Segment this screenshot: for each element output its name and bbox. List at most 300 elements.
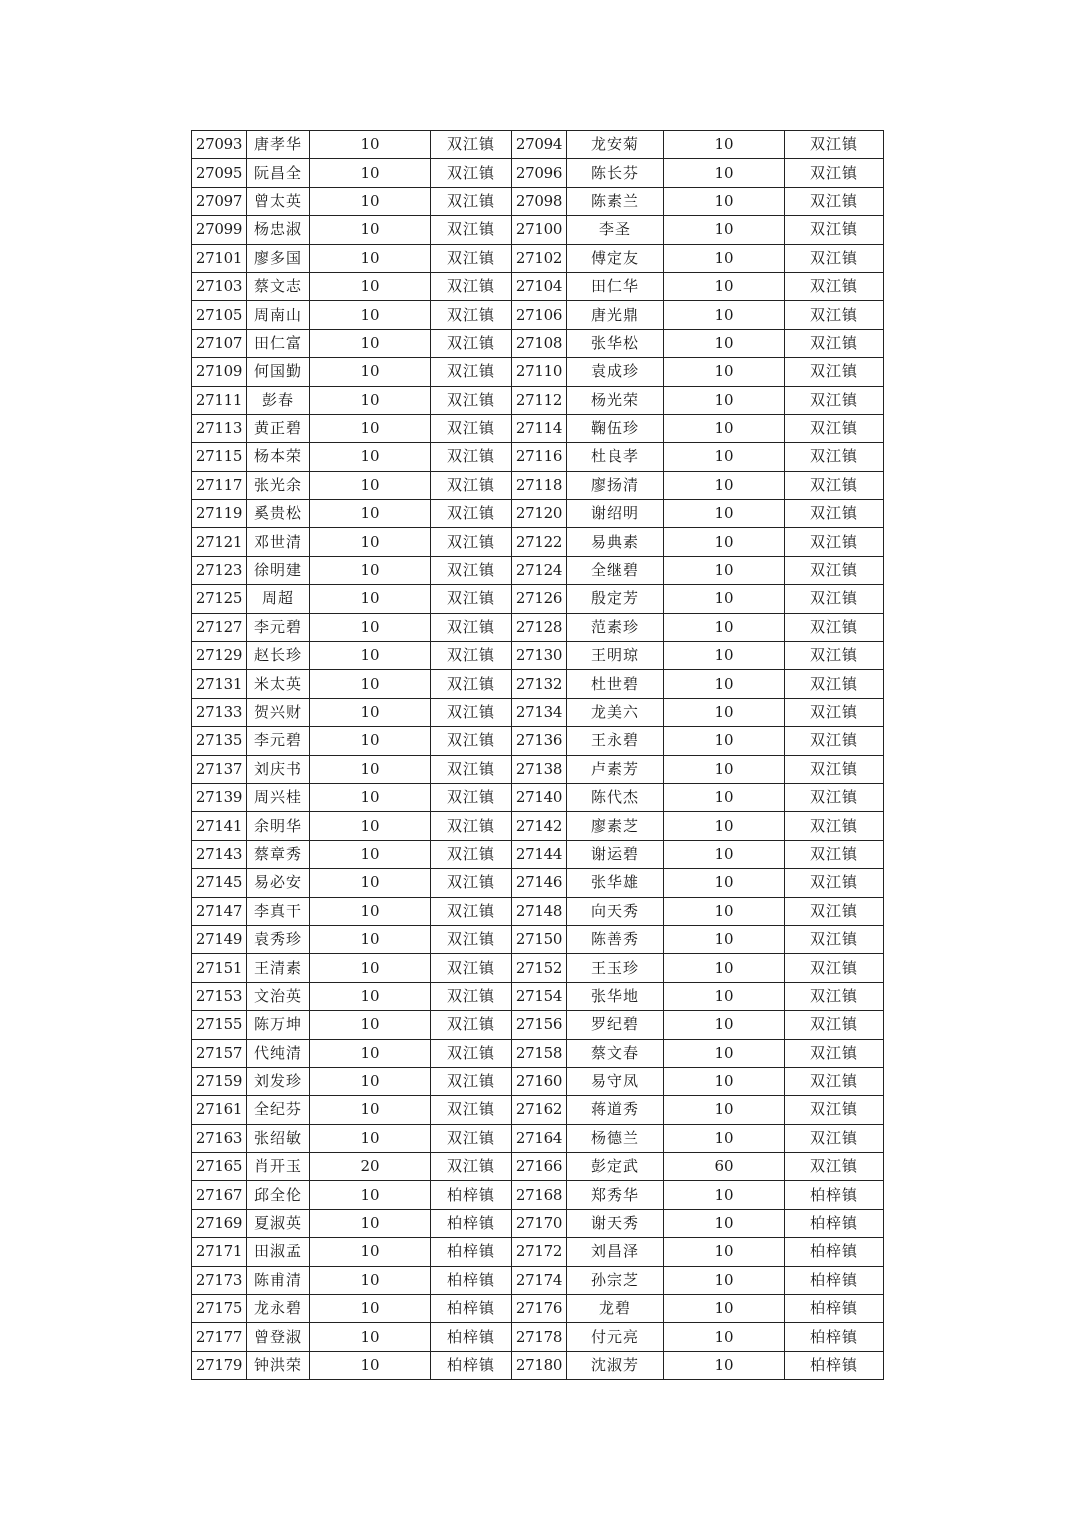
table-row bbox=[192, 1295, 884, 1323]
cell-name: 易典素 bbox=[567, 528, 664, 556]
cell-id: 27177 bbox=[192, 1323, 247, 1351]
cell-town: 双江镇 bbox=[785, 783, 884, 811]
cell-name: 张华地 bbox=[567, 982, 664, 1010]
cell-id: 27125 bbox=[192, 585, 247, 613]
cell-amount: 10 bbox=[664, 1096, 785, 1124]
cell-town: 双江镇 bbox=[431, 670, 512, 698]
cell-id: 27164 bbox=[512, 1124, 567, 1152]
cell-name: 廖扬清 bbox=[567, 471, 664, 499]
cell-town: 柏梓镇 bbox=[431, 1181, 512, 1209]
cell-name: 曾太英 bbox=[247, 187, 310, 215]
cell-id: 27115 bbox=[192, 443, 247, 471]
table-row bbox=[192, 1011, 884, 1039]
cell-name: 蔡文志 bbox=[247, 272, 310, 300]
cell-name: 代纯清 bbox=[247, 1039, 310, 1067]
cell-town: 双江镇 bbox=[785, 471, 884, 499]
cell-name: 袁成珍 bbox=[567, 358, 664, 386]
cell-name: 卢素芳 bbox=[567, 755, 664, 783]
cell-id: 27120 bbox=[512, 500, 567, 528]
cell-amount: 10 bbox=[664, 301, 785, 329]
cell-name: 陈长芬 bbox=[567, 159, 664, 187]
cell-id: 27143 bbox=[192, 840, 247, 868]
cell-amount: 10 bbox=[310, 443, 431, 471]
cell-id: 27093 bbox=[192, 131, 247, 159]
cell-amount: 10 bbox=[664, 471, 785, 499]
cell-amount: 10 bbox=[310, 187, 431, 215]
cell-amount: 10 bbox=[664, 755, 785, 783]
table-row bbox=[192, 698, 884, 726]
cell-id: 27167 bbox=[192, 1181, 247, 1209]
table-row bbox=[192, 471, 884, 499]
table-body bbox=[192, 131, 884, 1380]
table-row bbox=[192, 1067, 884, 1095]
table-row bbox=[192, 159, 884, 187]
table-row bbox=[192, 1266, 884, 1294]
cell-town: 双江镇 bbox=[785, 216, 884, 244]
cell-name: 赵长珍 bbox=[247, 642, 310, 670]
cell-id: 27170 bbox=[512, 1209, 567, 1237]
table-row bbox=[192, 443, 884, 471]
cell-amount: 10 bbox=[310, 131, 431, 159]
cell-town: 双江镇 bbox=[785, 301, 884, 329]
cell-id: 27144 bbox=[512, 840, 567, 868]
cell-amount: 10 bbox=[664, 698, 785, 726]
table-row bbox=[192, 812, 884, 840]
cell-amount: 10 bbox=[664, 642, 785, 670]
table-row bbox=[192, 386, 884, 414]
cell-town: 柏梓镇 bbox=[785, 1209, 884, 1237]
cell-amount: 10 bbox=[310, 301, 431, 329]
table-row bbox=[192, 727, 884, 755]
table-row bbox=[192, 783, 884, 811]
cell-name: 李元碧 bbox=[247, 613, 310, 641]
table-row bbox=[192, 925, 884, 953]
cell-id: 27106 bbox=[512, 301, 567, 329]
table-row bbox=[192, 897, 884, 925]
cell-town: 双江镇 bbox=[785, 528, 884, 556]
cell-name: 张光余 bbox=[247, 471, 310, 499]
cell-town: 双江镇 bbox=[431, 613, 512, 641]
cell-name: 易守凤 bbox=[567, 1067, 664, 1095]
cell-amount: 10 bbox=[310, 585, 431, 613]
cell-name: 付元亮 bbox=[567, 1323, 664, 1351]
cell-town: 双江镇 bbox=[431, 783, 512, 811]
cell-amount: 10 bbox=[664, 358, 785, 386]
cell-id: 27128 bbox=[512, 613, 567, 641]
cell-amount: 20 bbox=[310, 1153, 431, 1181]
table-row bbox=[192, 216, 884, 244]
cell-name: 鞠伍珍 bbox=[567, 414, 664, 442]
cell-name: 谢天秀 bbox=[567, 1209, 664, 1237]
cell-id: 27121 bbox=[192, 528, 247, 556]
cell-town: 双江镇 bbox=[431, 812, 512, 840]
cell-name: 田仁华 bbox=[567, 272, 664, 300]
cell-amount: 10 bbox=[310, 869, 431, 897]
table-row bbox=[192, 1238, 884, 1266]
cell-id: 27152 bbox=[512, 954, 567, 982]
cell-town: 双江镇 bbox=[785, 443, 884, 471]
cell-amount: 60 bbox=[664, 1153, 785, 1181]
cell-town: 双江镇 bbox=[785, 1124, 884, 1152]
cell-amount: 10 bbox=[310, 471, 431, 499]
cell-id: 27097 bbox=[192, 187, 247, 215]
cell-id: 27178 bbox=[512, 1323, 567, 1351]
cell-amount: 10 bbox=[664, 1238, 785, 1266]
cell-amount: 10 bbox=[310, 1323, 431, 1351]
cell-town: 双江镇 bbox=[431, 585, 512, 613]
cell-name: 曾登淑 bbox=[247, 1323, 310, 1351]
cell-amount: 10 bbox=[664, 1266, 785, 1294]
cell-amount: 10 bbox=[310, 1351, 431, 1379]
cell-amount: 10 bbox=[664, 329, 785, 357]
cell-id: 27155 bbox=[192, 1011, 247, 1039]
cell-name: 杨忠淑 bbox=[247, 216, 310, 244]
cell-amount: 10 bbox=[310, 670, 431, 698]
cell-amount: 10 bbox=[664, 386, 785, 414]
cell-town: 双江镇 bbox=[431, 528, 512, 556]
cell-town: 柏梓镇 bbox=[785, 1181, 884, 1209]
cell-town: 双江镇 bbox=[785, 755, 884, 783]
cell-town: 柏梓镇 bbox=[785, 1266, 884, 1294]
cell-id: 27134 bbox=[512, 698, 567, 726]
cell-name: 沈淑芳 bbox=[567, 1351, 664, 1379]
cell-name: 易必安 bbox=[247, 869, 310, 897]
table-row bbox=[192, 1096, 884, 1124]
cell-id: 27102 bbox=[512, 244, 567, 272]
cell-town: 双江镇 bbox=[431, 954, 512, 982]
cell-town: 双江镇 bbox=[785, 585, 884, 613]
cell-name: 蒋道秀 bbox=[567, 1096, 664, 1124]
cell-name: 米太英 bbox=[247, 670, 310, 698]
cell-amount: 10 bbox=[664, 812, 785, 840]
cell-id: 27118 bbox=[512, 471, 567, 499]
cell-amount: 10 bbox=[664, 869, 785, 897]
cell-name: 张华松 bbox=[567, 329, 664, 357]
cell-town: 双江镇 bbox=[785, 642, 884, 670]
cell-id: 27129 bbox=[192, 642, 247, 670]
table-row bbox=[192, 244, 884, 272]
cell-id: 27142 bbox=[512, 812, 567, 840]
cell-town: 双江镇 bbox=[431, 982, 512, 1010]
cell-amount: 10 bbox=[310, 528, 431, 556]
cell-id: 27160 bbox=[512, 1067, 567, 1095]
cell-town: 双江镇 bbox=[431, 556, 512, 584]
table-row bbox=[192, 358, 884, 386]
cell-id: 27159 bbox=[192, 1067, 247, 1095]
cell-town: 双江镇 bbox=[785, 698, 884, 726]
cell-name: 唐孝华 bbox=[247, 131, 310, 159]
cell-amount: 10 bbox=[664, 414, 785, 442]
cell-town: 双江镇 bbox=[431, 1039, 512, 1067]
cell-id: 27100 bbox=[512, 216, 567, 244]
table-row bbox=[192, 585, 884, 613]
cell-amount: 10 bbox=[664, 1351, 785, 1379]
cell-town: 双江镇 bbox=[785, 727, 884, 755]
cell-amount: 10 bbox=[664, 727, 785, 755]
cell-amount: 10 bbox=[310, 1039, 431, 1067]
cell-amount: 10 bbox=[664, 982, 785, 1010]
cell-id: 27154 bbox=[512, 982, 567, 1010]
cell-amount: 10 bbox=[664, 1323, 785, 1351]
cell-id: 27101 bbox=[192, 244, 247, 272]
cell-amount: 10 bbox=[310, 216, 431, 244]
cell-town: 双江镇 bbox=[785, 840, 884, 868]
cell-id: 27127 bbox=[192, 613, 247, 641]
cell-town: 双江镇 bbox=[785, 187, 884, 215]
cell-id: 27138 bbox=[512, 755, 567, 783]
cell-amount: 10 bbox=[664, 585, 785, 613]
table-row bbox=[192, 954, 884, 982]
cell-amount: 10 bbox=[310, 982, 431, 1010]
cell-town: 双江镇 bbox=[785, 1067, 884, 1095]
cell-id: 27172 bbox=[512, 1238, 567, 1266]
cell-id: 27119 bbox=[192, 500, 247, 528]
cell-amount: 10 bbox=[664, 272, 785, 300]
cell-name: 罗纪碧 bbox=[567, 1011, 664, 1039]
cell-town: 双江镇 bbox=[431, 727, 512, 755]
cell-town: 双江镇 bbox=[785, 131, 884, 159]
cell-town: 双江镇 bbox=[431, 386, 512, 414]
cell-amount: 10 bbox=[664, 670, 785, 698]
cell-amount: 10 bbox=[310, 358, 431, 386]
cell-amount: 10 bbox=[310, 755, 431, 783]
cell-amount: 10 bbox=[310, 329, 431, 357]
cell-town: 柏梓镇 bbox=[785, 1238, 884, 1266]
cell-name: 郑秀华 bbox=[567, 1181, 664, 1209]
cell-id: 27174 bbox=[512, 1266, 567, 1294]
cell-town: 双江镇 bbox=[785, 670, 884, 698]
cell-id: 27123 bbox=[192, 556, 247, 584]
cell-town: 双江镇 bbox=[431, 1096, 512, 1124]
cell-id: 27165 bbox=[192, 1153, 247, 1181]
cell-id: 27105 bbox=[192, 301, 247, 329]
cell-amount: 10 bbox=[310, 925, 431, 953]
cell-town: 双江镇 bbox=[431, 358, 512, 386]
cell-amount: 10 bbox=[664, 954, 785, 982]
cell-town: 双江镇 bbox=[431, 500, 512, 528]
cell-name: 孙宗芝 bbox=[567, 1266, 664, 1294]
cell-town: 双江镇 bbox=[431, 443, 512, 471]
cell-amount: 10 bbox=[310, 386, 431, 414]
table-row bbox=[192, 329, 884, 357]
cell-amount: 10 bbox=[310, 272, 431, 300]
cell-id: 27111 bbox=[192, 386, 247, 414]
cell-amount: 10 bbox=[664, 244, 785, 272]
cell-id: 27180 bbox=[512, 1351, 567, 1379]
cell-name: 夏淑英 bbox=[247, 1209, 310, 1237]
cell-town: 双江镇 bbox=[431, 1153, 512, 1181]
cell-id: 27130 bbox=[512, 642, 567, 670]
cell-town: 双江镇 bbox=[431, 897, 512, 925]
cell-name: 周兴桂 bbox=[247, 783, 310, 811]
cell-id: 27149 bbox=[192, 925, 247, 953]
cell-town: 双江镇 bbox=[431, 1011, 512, 1039]
cell-id: 27114 bbox=[512, 414, 567, 442]
cell-id: 27150 bbox=[512, 925, 567, 953]
table-row bbox=[192, 1209, 884, 1237]
cell-name: 陈代杰 bbox=[567, 783, 664, 811]
cell-id: 27166 bbox=[512, 1153, 567, 1181]
table-row bbox=[192, 840, 884, 868]
cell-id: 27094 bbox=[512, 131, 567, 159]
cell-town: 双江镇 bbox=[431, 869, 512, 897]
cell-name: 龙美六 bbox=[567, 698, 664, 726]
cell-town: 柏梓镇 bbox=[431, 1351, 512, 1379]
table-row bbox=[192, 613, 884, 641]
cell-id: 27151 bbox=[192, 954, 247, 982]
cell-id: 27099 bbox=[192, 216, 247, 244]
table-row bbox=[192, 755, 884, 783]
cell-id: 27173 bbox=[192, 1266, 247, 1294]
cell-name: 何国勤 bbox=[247, 358, 310, 386]
table-row bbox=[192, 1323, 884, 1351]
cell-name: 阮昌全 bbox=[247, 159, 310, 187]
cell-name: 王玉珍 bbox=[567, 954, 664, 982]
cell-amount: 10 bbox=[664, 1011, 785, 1039]
cell-town: 双江镇 bbox=[785, 869, 884, 897]
cell-town: 柏梓镇 bbox=[431, 1323, 512, 1351]
cell-town: 双江镇 bbox=[431, 471, 512, 499]
cell-town: 双江镇 bbox=[431, 187, 512, 215]
cell-town: 双江镇 bbox=[785, 1011, 884, 1039]
cell-name: 田淑孟 bbox=[247, 1238, 310, 1266]
cell-amount: 10 bbox=[310, 613, 431, 641]
cell-id: 27158 bbox=[512, 1039, 567, 1067]
cell-town: 双江镇 bbox=[431, 329, 512, 357]
cell-town: 双江镇 bbox=[431, 698, 512, 726]
cell-name: 刘昌泽 bbox=[567, 1238, 664, 1266]
cell-name: 唐光鼎 bbox=[567, 301, 664, 329]
cell-name: 李元碧 bbox=[247, 727, 310, 755]
cell-name: 刘发珍 bbox=[247, 1067, 310, 1095]
cell-amount: 10 bbox=[310, 1238, 431, 1266]
cell-amount: 10 bbox=[310, 1011, 431, 1039]
cell-name: 傅定友 bbox=[567, 244, 664, 272]
cell-town: 双江镇 bbox=[785, 272, 884, 300]
cell-name: 奚贵松 bbox=[247, 500, 310, 528]
cell-id: 27126 bbox=[512, 585, 567, 613]
cell-amount: 10 bbox=[664, 443, 785, 471]
cell-id: 27168 bbox=[512, 1181, 567, 1209]
cell-id: 27096 bbox=[512, 159, 567, 187]
cell-amount: 10 bbox=[310, 698, 431, 726]
cell-amount: 10 bbox=[310, 1181, 431, 1209]
cell-id: 27171 bbox=[192, 1238, 247, 1266]
table-row bbox=[192, 272, 884, 300]
table-row bbox=[192, 1181, 884, 1209]
cell-id: 27135 bbox=[192, 727, 247, 755]
cell-id: 27133 bbox=[192, 698, 247, 726]
cell-town: 双江镇 bbox=[785, 1096, 884, 1124]
cell-amount: 10 bbox=[664, 1039, 785, 1067]
cell-amount: 10 bbox=[310, 556, 431, 584]
cell-id: 27148 bbox=[512, 897, 567, 925]
cell-name: 钟洪荣 bbox=[247, 1351, 310, 1379]
cell-town: 双江镇 bbox=[785, 329, 884, 357]
cell-town: 柏梓镇 bbox=[431, 1295, 512, 1323]
cell-id: 27136 bbox=[512, 727, 567, 755]
table-row bbox=[192, 414, 884, 442]
table-row bbox=[192, 1351, 884, 1379]
cell-name: 陈善秀 bbox=[567, 925, 664, 953]
cell-town: 双江镇 bbox=[431, 272, 512, 300]
cell-name: 文治英 bbox=[247, 982, 310, 1010]
cell-town: 双江镇 bbox=[431, 216, 512, 244]
cell-name: 彭春 bbox=[247, 386, 310, 414]
cell-name: 周超 bbox=[247, 585, 310, 613]
cell-amount: 10 bbox=[310, 783, 431, 811]
cell-name: 蔡文春 bbox=[567, 1039, 664, 1067]
cell-town: 双江镇 bbox=[785, 812, 884, 840]
cell-town: 双江镇 bbox=[431, 414, 512, 442]
cell-town: 双江镇 bbox=[431, 642, 512, 670]
cell-name: 龙碧 bbox=[567, 1295, 664, 1323]
cell-town: 双江镇 bbox=[431, 159, 512, 187]
cell-amount: 10 bbox=[664, 556, 785, 584]
cell-name: 贺兴财 bbox=[247, 698, 310, 726]
cell-name: 蔡章秀 bbox=[247, 840, 310, 868]
cell-name: 李圣 bbox=[567, 216, 664, 244]
cell-amount: 10 bbox=[664, 216, 785, 244]
cell-town: 双江镇 bbox=[431, 840, 512, 868]
table-row bbox=[192, 131, 884, 159]
table-row bbox=[192, 1153, 884, 1181]
cell-amount: 10 bbox=[310, 812, 431, 840]
cell-id: 27117 bbox=[192, 471, 247, 499]
cell-name: 田仁富 bbox=[247, 329, 310, 357]
table-row bbox=[192, 301, 884, 329]
cell-id: 27113 bbox=[192, 414, 247, 442]
cell-id: 27145 bbox=[192, 869, 247, 897]
cell-id: 27108 bbox=[512, 329, 567, 357]
cell-amount: 10 bbox=[664, 840, 785, 868]
cell-town: 柏梓镇 bbox=[785, 1351, 884, 1379]
cell-name: 范素珍 bbox=[567, 613, 664, 641]
donor-table bbox=[191, 130, 884, 1380]
cell-amount: 10 bbox=[310, 244, 431, 272]
cell-amount: 10 bbox=[664, 897, 785, 925]
cell-name: 李真干 bbox=[247, 897, 310, 925]
cell-id: 27162 bbox=[512, 1096, 567, 1124]
cell-amount: 10 bbox=[310, 1067, 431, 1095]
cell-id: 27179 bbox=[192, 1351, 247, 1379]
cell-amount: 10 bbox=[310, 840, 431, 868]
cell-id: 27131 bbox=[192, 670, 247, 698]
table-row bbox=[192, 556, 884, 584]
cell-name: 谢绍明 bbox=[567, 500, 664, 528]
cell-id: 27139 bbox=[192, 783, 247, 811]
cell-name: 刘庆书 bbox=[247, 755, 310, 783]
cell-amount: 10 bbox=[310, 1209, 431, 1237]
cell-id: 27110 bbox=[512, 358, 567, 386]
cell-town: 柏梓镇 bbox=[431, 1238, 512, 1266]
table-row bbox=[192, 1039, 884, 1067]
cell-town: 柏梓镇 bbox=[431, 1209, 512, 1237]
cell-amount: 10 bbox=[310, 954, 431, 982]
cell-name: 陈万坤 bbox=[247, 1011, 310, 1039]
cell-id: 27109 bbox=[192, 358, 247, 386]
cell-name: 杜世碧 bbox=[567, 670, 664, 698]
cell-town: 双江镇 bbox=[785, 982, 884, 1010]
cell-town: 双江镇 bbox=[785, 925, 884, 953]
cell-amount: 10 bbox=[310, 897, 431, 925]
cell-id: 27161 bbox=[192, 1096, 247, 1124]
table-row bbox=[192, 642, 884, 670]
cell-town: 双江镇 bbox=[785, 1039, 884, 1067]
cell-id: 27103 bbox=[192, 272, 247, 300]
cell-town: 双江镇 bbox=[785, 386, 884, 414]
cell-id: 27112 bbox=[512, 386, 567, 414]
